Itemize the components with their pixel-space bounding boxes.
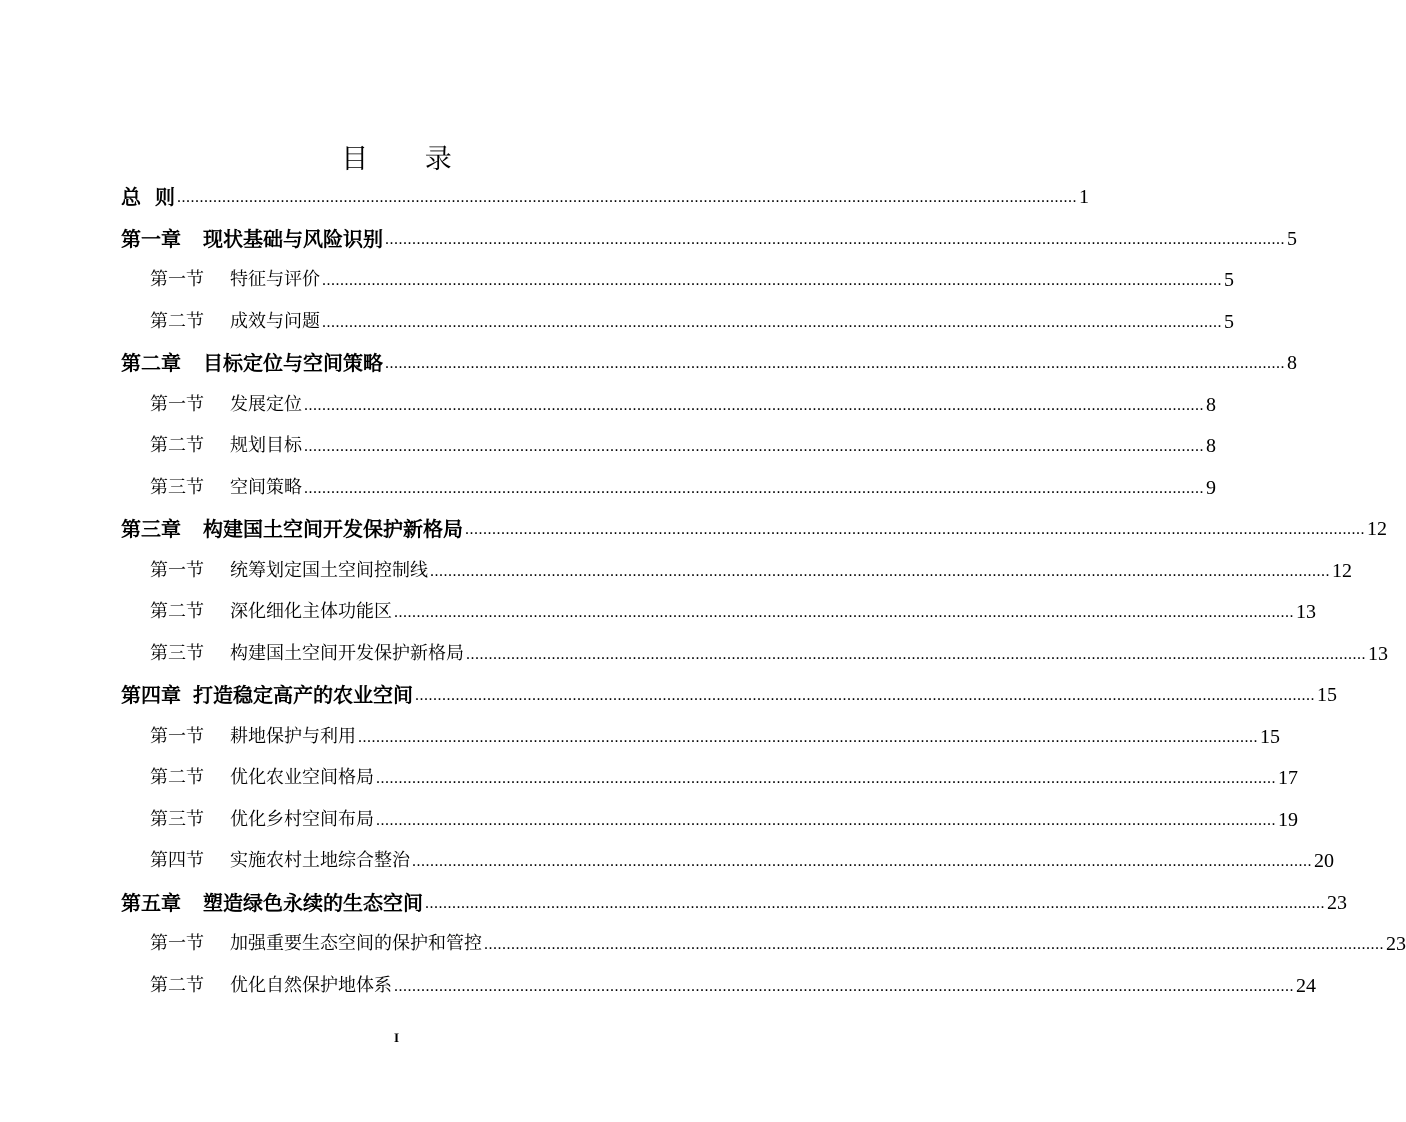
chapter-number: 第二章 <box>121 351 181 375</box>
toc-section-entry <box>150 259 1234 293</box>
dot-leader: ........................................................................................................................................................................................................ <box>358 729 1258 746</box>
dot-leader: ........................................................................................................................................................................................................ <box>304 480 1204 497</box>
page-number: 12 <box>1367 518 1387 540</box>
section-title: 实施农村土地综合整治 <box>230 850 410 871</box>
toc-chapter-entry <box>121 176 1089 210</box>
chapter-title: 则 <box>155 185 175 209</box>
section-number: 第二节 <box>150 435 204 456</box>
dot-leader: ........................................................................................................................................................................................................ <box>177 189 1077 206</box>
dot-leader: ........................................................................................................................................................................................................ <box>376 812 1276 829</box>
page-number: 8 <box>1287 352 1297 374</box>
dot-leader: ........................................................................................................................................................................................................ <box>322 314 1222 331</box>
dot-leader: ........................................................................................................................................................................................................ <box>394 604 1294 621</box>
page-number: 5 <box>1224 269 1234 291</box>
section-title: 加强重要生态空间的保护和管控 <box>230 933 482 954</box>
page-number: 23 <box>1327 892 1347 914</box>
section-title: 发展定位 <box>230 394 302 415</box>
section-number: 第二节 <box>150 601 204 622</box>
chapter-number: 第四章 <box>121 683 181 707</box>
section-number: 第一节 <box>150 933 204 954</box>
page-number: 13 <box>1296 601 1316 623</box>
section-title: 特征与评价 <box>230 269 320 290</box>
page-number: 9 <box>1206 477 1216 499</box>
section-title: 优化自然保护地体系 <box>230 975 392 996</box>
toc-section-entry <box>150 965 1316 999</box>
page-number: 12 <box>1332 560 1352 582</box>
chapter-number: 第一章 <box>121 227 181 251</box>
section-title: 深化细化主体功能区 <box>230 601 392 622</box>
dot-leader: ........................................................................................................................................................................................................ <box>484 936 1384 953</box>
page-number: 17 <box>1278 767 1298 789</box>
toc-section-entry <box>150 716 1280 750</box>
dot-leader: ........................................................................................................................................................................................................ <box>394 978 1294 995</box>
section-number: 第三节 <box>150 477 204 498</box>
page-number: 8 <box>1206 435 1216 457</box>
section-number: 第一节 <box>150 394 204 415</box>
section-number: 第二节 <box>150 311 204 332</box>
toc-section-entry <box>150 633 1388 667</box>
chapter-number: 第五章 <box>121 891 181 915</box>
toc-section-entry <box>150 799 1298 833</box>
section-number: 第一节 <box>150 726 204 747</box>
toc-section-entry <box>150 301 1234 335</box>
chapter-number: 第三章 <box>121 517 181 541</box>
dot-leader: ........................................................................................................................................................................................................ <box>304 438 1204 455</box>
dot-leader: ........................................................................................................................................................................................................ <box>385 355 1285 372</box>
toc-chapter-entry <box>121 882 1347 916</box>
toc-section-entry <box>150 923 1406 957</box>
dot-leader: ........................................................................................................................................................................................................ <box>322 272 1222 289</box>
page-number: 1 <box>1079 186 1089 208</box>
toc-section-entry <box>150 550 1352 584</box>
section-title: 优化乡村空间布局 <box>230 809 374 830</box>
section-title: 耕地保护与利用 <box>230 726 356 747</box>
section-number: 第三节 <box>150 809 204 830</box>
toc-section-entry <box>150 467 1216 501</box>
page-number: 20 <box>1314 850 1334 872</box>
section-number: 第二节 <box>150 975 204 996</box>
page-number: 8 <box>1206 394 1216 416</box>
dot-leader: ........................................................................................................................................................................................................ <box>385 231 1285 248</box>
section-number: 第四节 <box>150 850 204 871</box>
dot-leader: ........................................................................................................................................................................................................ <box>304 397 1204 414</box>
page-number: 5 <box>1224 311 1234 333</box>
section-number: 第二节 <box>150 767 204 788</box>
toc-chapter-entry <box>121 508 1387 542</box>
chapter-title: 打造稳定高产的农业空间 <box>193 683 413 707</box>
section-number: 第一节 <box>150 269 204 290</box>
section-number: 第三节 <box>150 643 204 664</box>
toc-section-entry <box>150 384 1216 418</box>
section-number: 第一节 <box>150 560 204 581</box>
dot-leader: ........................................................................................................................................................................................................ <box>466 646 1366 663</box>
dot-leader: ........................................................................................................................................................................................................ <box>425 895 1325 912</box>
chapter-title: 构建国土空间开发保护新格局 <box>203 517 463 541</box>
section-title: 构建国土空间开发保护新格局 <box>230 643 464 664</box>
toc-chapter-entry <box>121 342 1297 376</box>
page-number: 5 <box>1287 228 1297 250</box>
page-number: 15 <box>1317 684 1337 706</box>
dot-leader: ........................................................................................................................................................................................................ <box>376 770 1276 787</box>
section-title: 成效与问题 <box>230 311 320 332</box>
chapter-title: 目标定位与空间策略 <box>203 351 383 375</box>
page-footer-number: I <box>393 1030 400 1045</box>
page-number: 15 <box>1260 726 1280 748</box>
section-title: 统筹划定国土空间控制线 <box>230 560 428 581</box>
page-number: 13 <box>1368 643 1388 665</box>
section-title: 优化农业空间格局 <box>230 767 374 788</box>
dot-leader: ........................................................................................................................................................................................................ <box>415 687 1315 704</box>
page-number: 24 <box>1296 975 1316 997</box>
toc-section-entry <box>150 840 1334 874</box>
chapter-title: 塑造绿色永续的生态空间 <box>203 891 423 915</box>
page-number: 23 <box>1386 933 1406 955</box>
toc-chapter-entry <box>121 674 1337 708</box>
page-number: 19 <box>1278 809 1298 831</box>
toc-chapter-entry <box>121 218 1297 252</box>
chapter-number: 总 <box>121 185 141 209</box>
section-title: 空间策略 <box>230 477 302 498</box>
toc-section-entry <box>150 591 1316 625</box>
dot-leader: ........................................................................................................................................................................................................ <box>412 853 1312 870</box>
section-title: 规划目标 <box>230 435 302 456</box>
dot-leader: ........................................................................................................................................................................................................ <box>430 563 1330 580</box>
toc-title: 目 录 <box>341 144 476 175</box>
toc-section-entry <box>150 757 1298 791</box>
toc-section-entry <box>150 425 1216 459</box>
dot-leader: ........................................................................................................................................................................................................ <box>465 521 1365 538</box>
chapter-title: 现状基础与风险识别 <box>203 227 383 251</box>
